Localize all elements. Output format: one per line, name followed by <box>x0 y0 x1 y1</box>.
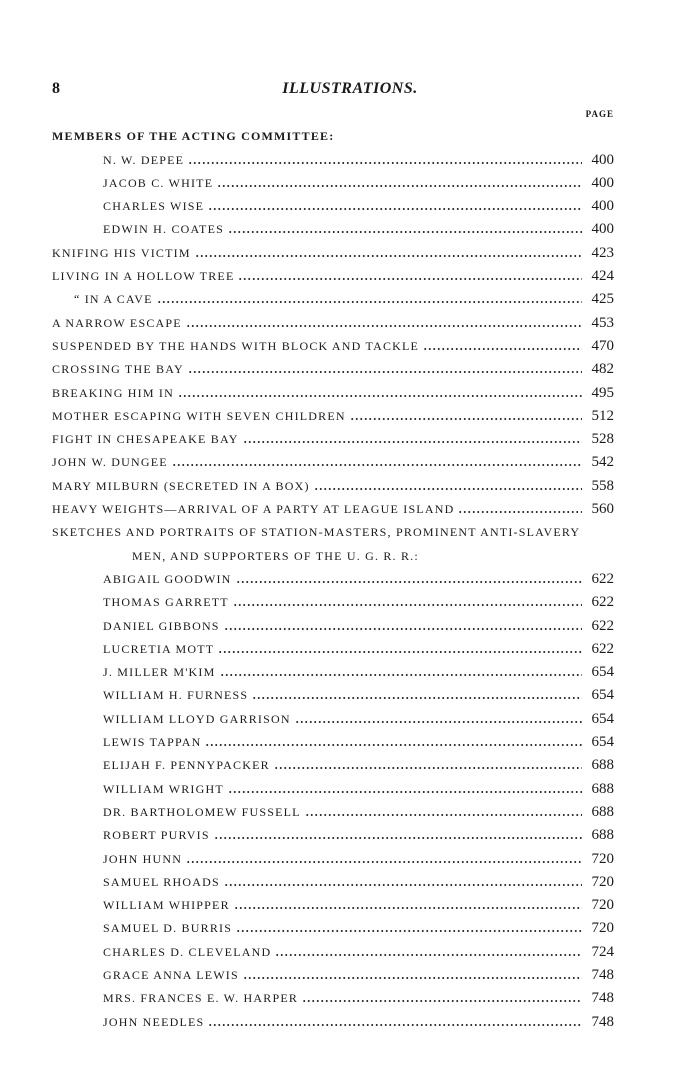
list-item <box>0 192 700 215</box>
entry-title: A NARROW ESCAPE <box>52 315 182 330</box>
list-item <box>0 635 700 658</box>
section-heading-acting-committee <box>0 122 700 145</box>
entry-title: MOTHER ESCAPING WITH SEVEN CHILDREN <box>52 408 346 423</box>
entry-title: CHARLES WISE <box>103 199 205 214</box>
dot-leader <box>178 395 582 397</box>
entry-title: JOHN NEEDLES <box>103 1014 205 1029</box>
entry-title: SAMUEL RHOADS <box>103 874 220 889</box>
entry-title: JOHN HUNN <box>103 851 183 866</box>
entry-title: DANIEL GIBBONS <box>103 618 220 633</box>
list-item <box>0 868 700 891</box>
entry-title: JOHN W. DUNGEE <box>52 455 168 470</box>
entry-title: ROBERT PURVIS <box>103 828 210 843</box>
list-item <box>0 984 700 1007</box>
entry-title: LUCRETIA MOTT <box>103 641 215 656</box>
dot-leader <box>295 721 582 723</box>
entry-page: 424 <box>591 268 614 285</box>
entry-page: 720 <box>591 850 614 867</box>
list-item <box>0 891 700 914</box>
page-number: 8 <box>52 80 60 97</box>
entry-title: WILLIAM WHIPPER <box>103 898 230 913</box>
dot-leader <box>228 231 582 233</box>
list-item <box>0 961 700 984</box>
list-item <box>0 145 700 168</box>
entry-page: 400 <box>591 198 614 215</box>
entry-page: 622 <box>591 640 614 657</box>
list-item <box>0 448 700 471</box>
dot-leader <box>188 371 582 373</box>
entry-title: JACOB C. WHITE <box>103 175 214 190</box>
dot-leader <box>228 791 582 793</box>
entry-title: J. MILLER M'KIM <box>103 665 216 680</box>
dot-leader <box>252 697 582 699</box>
entry-title: DR. BARTHOLOMEW FUSSELL <box>103 804 301 819</box>
dot-leader <box>233 604 582 606</box>
list-item <box>0 844 700 867</box>
list-item <box>0 751 700 774</box>
entry-title: N. W. DEPEE <box>103 152 185 167</box>
dot-leader <box>314 488 582 490</box>
section-heading-sketches-continued <box>0 541 700 564</box>
dot-leader <box>208 208 582 210</box>
entry-page: 542 <box>591 454 614 471</box>
list-item <box>0 704 700 727</box>
entry-page: 720 <box>591 920 614 937</box>
dot-leader <box>220 674 583 676</box>
running-head: ILLUSTRATIONS. <box>282 80 418 97</box>
dot-leader <box>224 884 582 886</box>
list-item <box>0 402 700 425</box>
entry-page: 748 <box>591 966 614 983</box>
list-item <box>0 169 700 192</box>
dot-leader <box>188 162 582 164</box>
entry-title: SAMUEL D. BURRIS <box>103 921 233 936</box>
dot-leader <box>305 814 582 816</box>
entry-page: 400 <box>591 151 614 168</box>
list-item <box>0 285 700 308</box>
dot-leader <box>186 325 582 327</box>
entry-title: FIGHT IN CHESAPEAKE BAY <box>52 432 239 447</box>
dot-leader <box>302 1000 582 1002</box>
entry-page: 688 <box>591 803 614 820</box>
entry-page: 453 <box>591 314 614 331</box>
entry-page: 400 <box>591 174 614 191</box>
entry-page: 423 <box>591 244 614 261</box>
page-column-label: PAGE <box>585 109 614 119</box>
entry-page: 748 <box>591 990 614 1007</box>
entry-page: 688 <box>591 780 614 797</box>
list-item <box>0 495 700 518</box>
dot-leader <box>458 511 582 513</box>
entry-title: KNIFING HIS VICTIM <box>52 245 191 260</box>
dot-leader <box>224 628 582 630</box>
list-item <box>0 798 700 821</box>
dot-leader <box>423 348 582 350</box>
entry-page: 720 <box>591 897 614 914</box>
entry-title: LIVING IN A HOLLOW TREE <box>52 269 235 284</box>
dot-leader <box>195 255 582 257</box>
entry-page: 560 <box>591 501 614 518</box>
section-heading-sketches <box>0 518 700 541</box>
entry-title: CHARLES D. CLEVELAND <box>103 944 272 959</box>
entry-page: 654 <box>591 734 614 751</box>
entry-title: WILLIAM H. FURNESS <box>103 688 249 703</box>
dot-leader <box>208 1024 582 1026</box>
list-item <box>0 937 700 960</box>
entry-page: 622 <box>591 570 614 587</box>
entry-page: 720 <box>591 873 614 890</box>
entry-page: 470 <box>591 337 614 354</box>
dot-leader <box>157 301 582 303</box>
entry-page: 654 <box>591 687 614 704</box>
list-item <box>0 425 700 448</box>
list-item <box>0 308 700 331</box>
entry-page: 400 <box>591 221 614 238</box>
entry-title: EDWIN H. COATES <box>103 222 224 237</box>
list-item <box>0 611 700 634</box>
dot-leader <box>243 977 582 979</box>
dot-leader <box>218 651 582 653</box>
entry-title: HEAVY WEIGHTS—ARRIVAL OF A PARTY AT LEAGUE ISLAND <box>52 502 455 517</box>
entry-page: 622 <box>591 594 614 611</box>
entry-page: 622 <box>591 617 614 634</box>
entry-title: WILLIAM LLOYD GARRISON <box>103 711 291 726</box>
dot-leader <box>214 837 582 839</box>
entry-title: ABIGAIL GOODWIN <box>103 571 232 586</box>
section-heading-text: SKETCHES AND PORTRAITS OF STATION-MASTERS, PROMINENT ANTI-SLAVERY <box>52 525 581 540</box>
list-item <box>0 658 700 681</box>
dot-leader <box>186 861 582 863</box>
dot-leader <box>236 930 582 932</box>
list-item <box>0 821 700 844</box>
list-item <box>0 1007 700 1030</box>
entry-page: 748 <box>591 1013 614 1030</box>
entry-title: CROSSING THE BAY <box>52 362 184 377</box>
list-item <box>0 378 700 401</box>
entry-title: MRS. FRANCES E. W. HARPER <box>103 991 299 1006</box>
dot-leader <box>243 441 582 443</box>
dot-leader <box>350 418 582 420</box>
list-item <box>0 332 700 355</box>
entry-page: 724 <box>591 943 614 960</box>
dot-leader <box>172 464 582 466</box>
entry-page: 558 <box>591 477 614 494</box>
entry-page: 654 <box>591 710 614 727</box>
entry-page: 654 <box>591 664 614 681</box>
entry-title: THOMAS GARRETT <box>103 595 229 610</box>
entry-page: 512 <box>591 407 614 424</box>
list-item <box>0 914 700 937</box>
section-heading-text: MEMBERS OF THE ACTING COMMITTEE: <box>52 129 335 144</box>
entry-title: LEWIS TAPPAN <box>103 735 202 750</box>
list-item <box>0 681 700 704</box>
dot-leader <box>217 185 582 187</box>
list-item <box>0 588 700 611</box>
list-item <box>0 355 700 378</box>
dot-leader <box>275 954 582 956</box>
list-item <box>0 262 700 285</box>
list-item <box>0 471 700 494</box>
list-item <box>0 565 700 588</box>
entry-title: ELIJAH F. PENNYPACKER <box>103 758 270 773</box>
dot-leader <box>238 278 582 280</box>
list-item <box>0 774 700 797</box>
dot-leader <box>236 581 582 583</box>
entry-title: GRACE ANNA LEWIS <box>103 967 239 982</box>
entry-page: 688 <box>591 827 614 844</box>
list-item <box>0 728 700 751</box>
entry-page: 528 <box>591 431 614 448</box>
dot-leader <box>234 907 582 909</box>
entry-title: WILLIAM WRIGHT <box>103 781 224 796</box>
list-item <box>0 215 700 238</box>
entry-page: 495 <box>591 384 614 401</box>
entry-page: 482 <box>591 361 614 378</box>
entry-page: 688 <box>591 757 614 774</box>
dot-leader <box>274 767 582 769</box>
entry-title: BREAKING HIM IN <box>52 385 174 400</box>
entry-title: SUSPENDED BY THE HANDS WITH BLOCK AND TACKLE <box>52 338 420 353</box>
list-item <box>0 238 700 261</box>
illustrations-list <box>0 122 700 1031</box>
entry-title: MARY MILBURN (SECRETED IN A BOX) <box>52 478 310 493</box>
entry-title: “ IN A CAVE <box>74 292 153 307</box>
entry-page: 425 <box>591 291 614 308</box>
dot-leader <box>205 744 582 746</box>
section-heading-text: MEN, AND SUPPORTERS OF THE U. G. R. R.: <box>132 548 419 563</box>
